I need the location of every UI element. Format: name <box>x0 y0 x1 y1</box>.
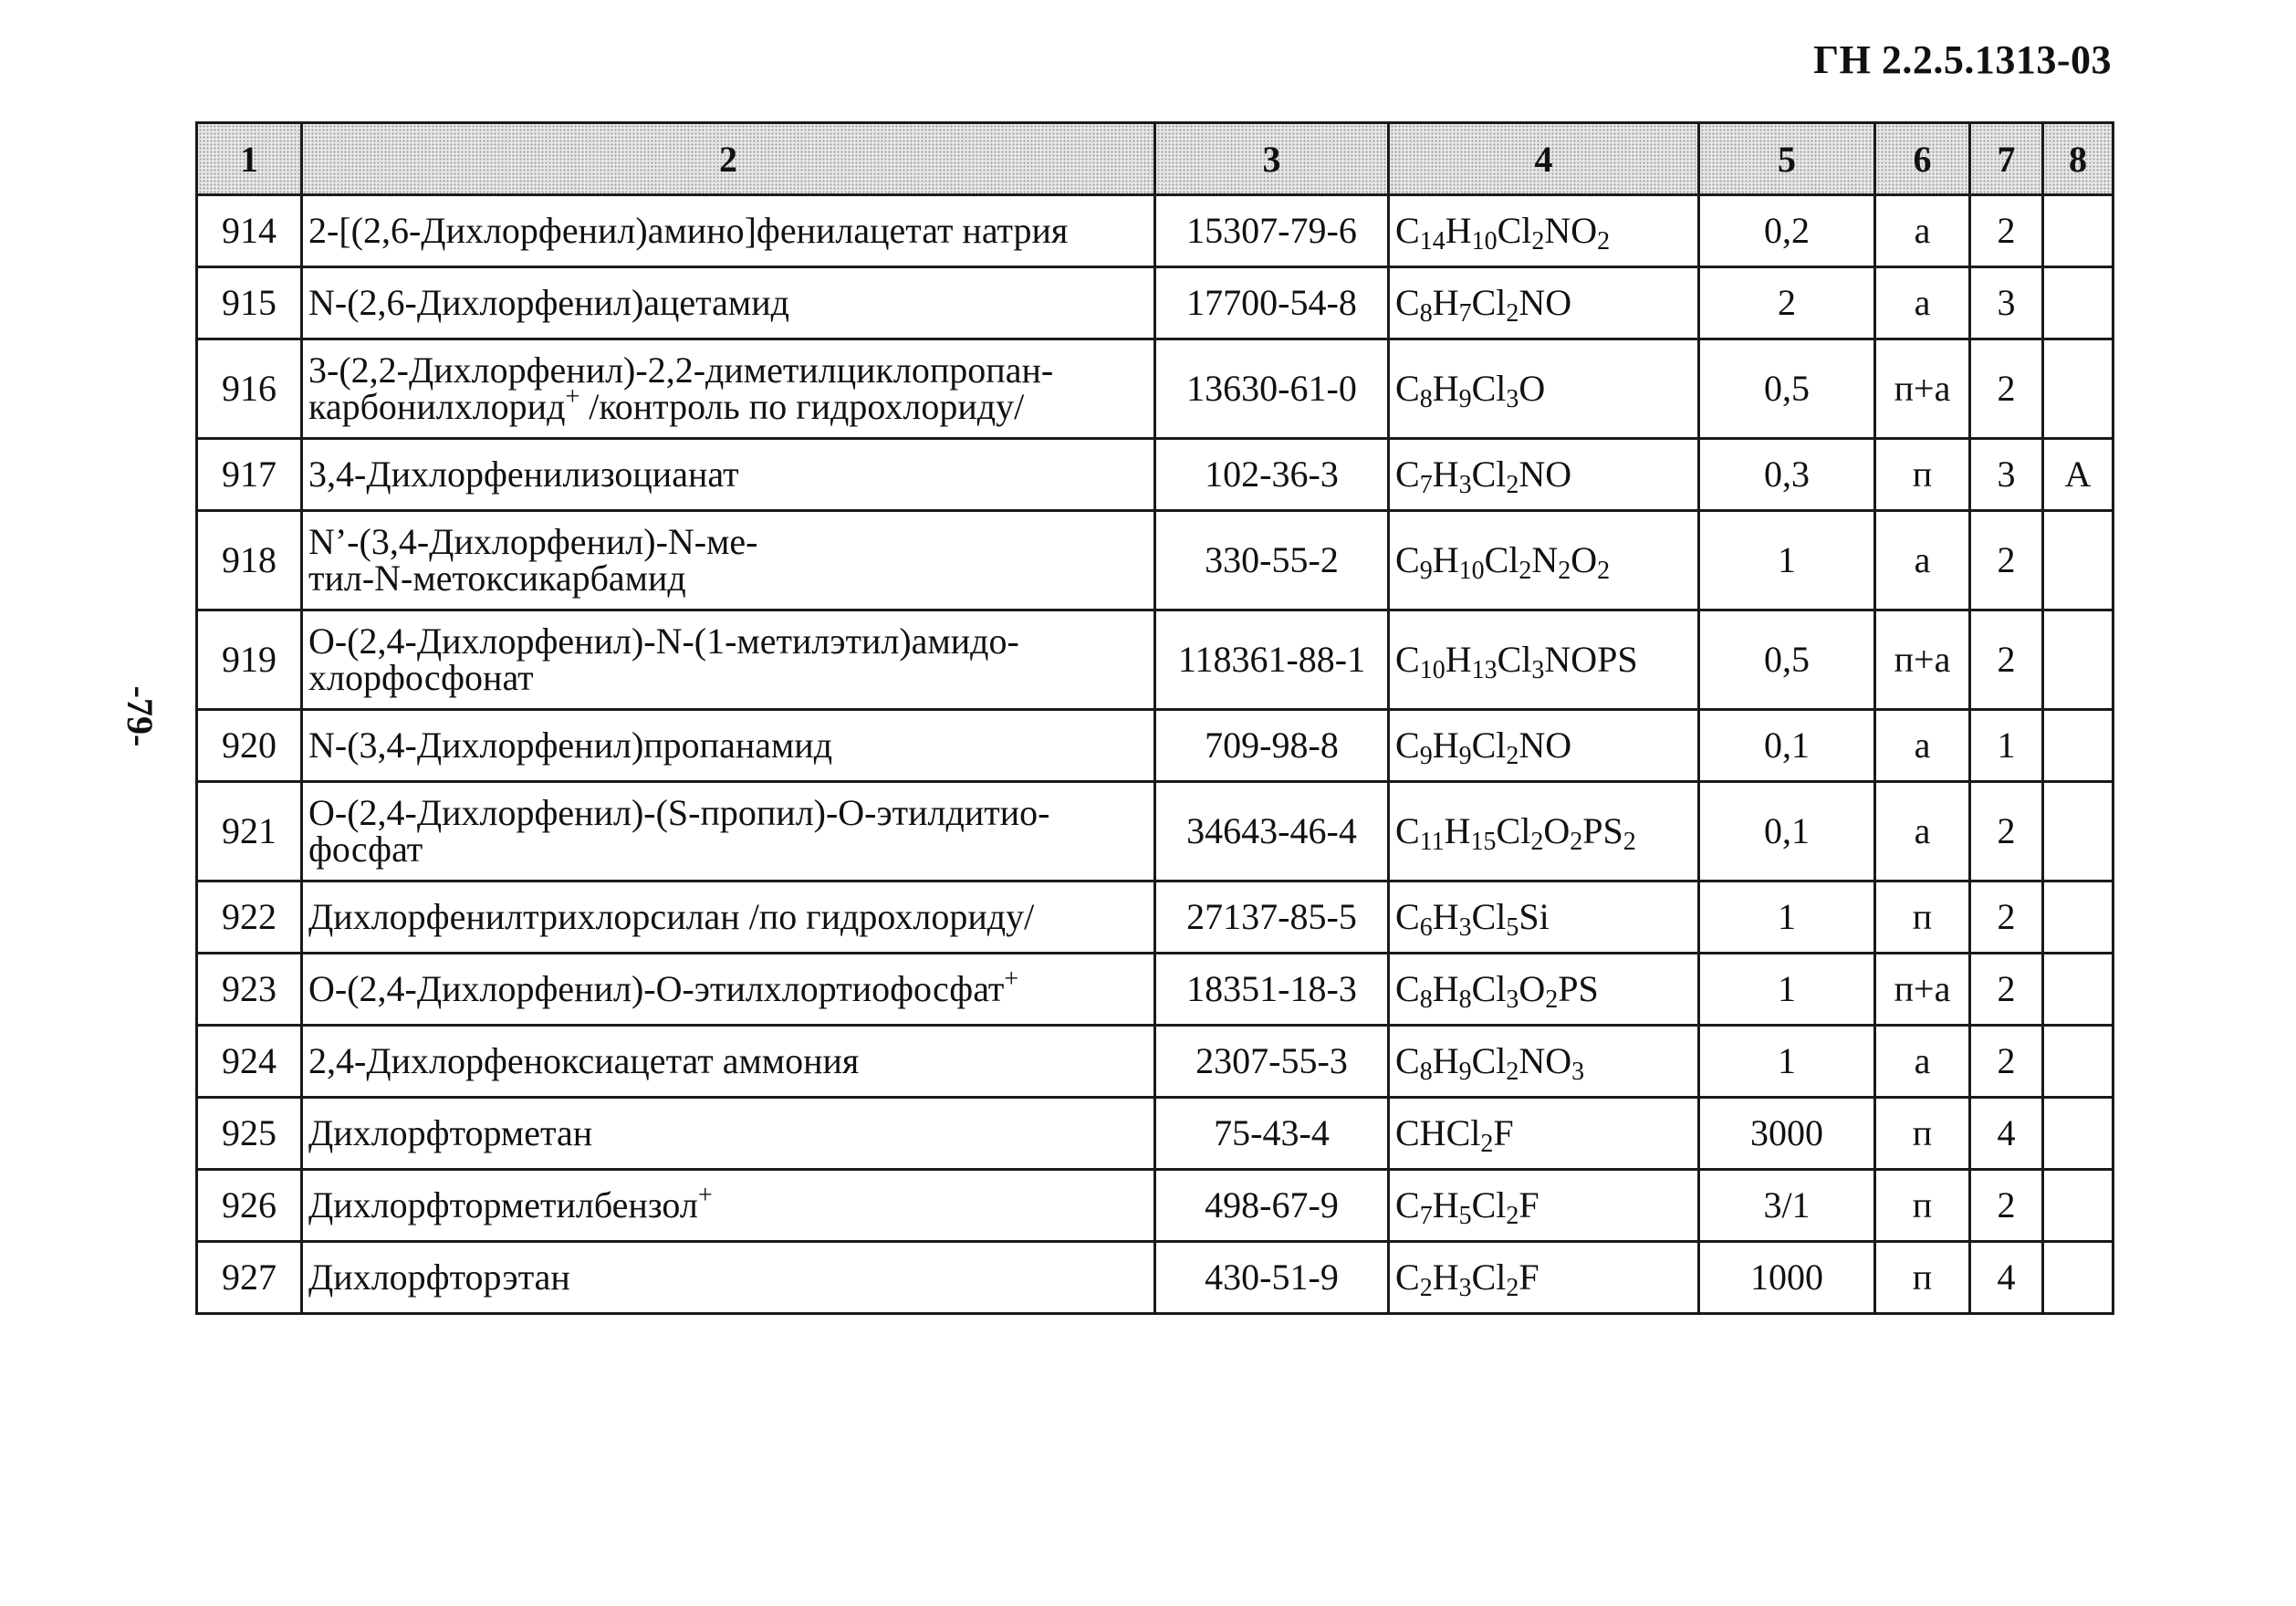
cell-substance-name: N-(3,4-Дихлорфенил)пропанамид <box>302 710 1155 782</box>
cell-formula: $C_{14}H_{10}Cl_2NO_2$ <box>1389 195 1699 267</box>
cell-column-8 <box>2043 954 2113 1026</box>
cell-column-5: 0,1 <box>1699 710 1875 782</box>
cell-column-5: 1 <box>1699 1026 1875 1098</box>
page-number: -79- <box>120 685 161 747</box>
cell-column-8 <box>2043 1098 2113 1170</box>
cell-column-6: п <box>1875 1170 1970 1242</box>
cell-cas-number: 15307-79-6 <box>1155 195 1389 267</box>
cell-column-6: а <box>1875 195 1970 267</box>
cell-cas-number: 34643-46-4 <box>1155 782 1389 881</box>
cell-column-5: 3/1 <box>1699 1170 1875 1242</box>
table-row <box>197 1170 2113 1242</box>
cell-column-8 <box>2043 710 2113 782</box>
table-row <box>197 511 2113 610</box>
table-row <box>197 782 2113 881</box>
cell-substance-name: Дихлорфторэтан <box>302 1242 1155 1314</box>
column-header: 7 <box>1970 123 2043 195</box>
table-row <box>197 339 2113 439</box>
cell-substance-name: 2-[(2,6-Дихлорфенил)амино]фенилацетат натрия <box>302 195 1155 267</box>
cell-column-6: а <box>1875 267 1970 339</box>
cell-formula: $C_{10}H_{13}Cl_3NOPS$ <box>1389 610 1699 710</box>
cell-column-8 <box>2043 267 2113 339</box>
cell-column-5: 1000 <box>1699 1242 1875 1314</box>
substances-table <box>195 121 2114 1315</box>
cell-column-8 <box>2043 511 2113 610</box>
cell-substance-name: O-(2,4-Дихлорфенил)-O-этилхлортиофосфат+ <box>302 954 1155 1026</box>
column-header: 4 <box>1389 123 1699 195</box>
cell-number: 925 <box>197 1098 302 1170</box>
cell-column-6: а <box>1875 1026 1970 1098</box>
cell-cas-number: 17700-54-8 <box>1155 267 1389 339</box>
cell-formula: $C_6H_3Cl_5Si$ <box>1389 881 1699 954</box>
cell-substance-name: 3,4-Дихлорфенилизоцианат <box>302 439 1155 511</box>
cell-formula: $C_{11}H_{15}Cl_2O_2PS_2$ <box>1389 782 1699 881</box>
cell-column-7: 2 <box>1970 782 2043 881</box>
cell-formula: $C_8H_8Cl_3O_2PS$ <box>1389 954 1699 1026</box>
cell-column-7: 2 <box>1970 511 2043 610</box>
table-row <box>197 610 2113 710</box>
cell-column-7: 1 <box>1970 710 2043 782</box>
cell-column-7: 3 <box>1970 267 2043 339</box>
column-header: 2 <box>302 123 1155 195</box>
cell-cas-number: 18351-18-3 <box>1155 954 1389 1026</box>
cell-substance-name: Дихлорфторметан <box>302 1098 1155 1170</box>
table-row <box>197 1026 2113 1098</box>
cell-formula: $C_8H_9Cl_2NO_3$ <box>1389 1026 1699 1098</box>
cell-column-8 <box>2043 339 2113 439</box>
cell-substance-name: 2,4-Дихлорфеноксиацетат аммония <box>302 1026 1155 1098</box>
cell-substance-name: 3-(2,2-Дихлорфенил)-2,2-диметилциклопропан- карбонилхлорид+ /контроль по гидрохлориду/ <box>302 339 1155 439</box>
table-row <box>197 267 2113 339</box>
cell-number: 926 <box>197 1170 302 1242</box>
cell-column-5: 2 <box>1699 267 1875 339</box>
cell-column-7: 2 <box>1970 1170 2043 1242</box>
cell-number: 914 <box>197 195 302 267</box>
cell-column-5: 1 <box>1699 881 1875 954</box>
table-row <box>197 1098 2113 1170</box>
table-header-row <box>197 123 2113 195</box>
cell-number: 919 <box>197 610 302 710</box>
cell-substance-name: Дихлорфенилтрихлорсилан /по гидрохлориду/ <box>302 881 1155 954</box>
cell-number: 924 <box>197 1026 302 1098</box>
cell-column-8 <box>2043 1170 2113 1242</box>
cell-column-8 <box>2043 195 2113 267</box>
cell-column-7: 2 <box>1970 339 2043 439</box>
cell-column-8: А <box>2043 439 2113 511</box>
cell-column-7: 4 <box>1970 1242 2043 1314</box>
cell-formula: $C_7H_3Cl_2NO$ <box>1389 439 1699 511</box>
cell-column-8 <box>2043 1026 2113 1098</box>
cell-column-5: 3000 <box>1699 1098 1875 1170</box>
cell-column-6: а <box>1875 782 1970 881</box>
cell-column-5: 1 <box>1699 954 1875 1026</box>
cell-substance-name: N’-(3,4-Дихлорфенил)-N-ме- тил-N-метоксикарбамид <box>302 511 1155 610</box>
table-row <box>197 881 2113 954</box>
cell-formula: CHCl$_2$F <box>1389 1098 1699 1170</box>
cell-column-7: 2 <box>1970 610 2043 710</box>
cell-substance-name: Дихлорфторметилбензол+ <box>302 1170 1155 1242</box>
cell-formula: $C_9H_{10}Cl_2N_2O_2$ <box>1389 511 1699 610</box>
cell-number: 921 <box>197 782 302 881</box>
cell-number: 915 <box>197 267 302 339</box>
cell-column-6: п <box>1875 1242 1970 1314</box>
cell-number: 916 <box>197 339 302 439</box>
column-header: 3 <box>1155 123 1389 195</box>
cell-formula: $C_7H_5Cl_2F$ <box>1389 1170 1699 1242</box>
cell-number: 927 <box>197 1242 302 1314</box>
cell-formula: $C_8H_9Cl_3O$ <box>1389 339 1699 439</box>
cell-cas-number: 118361-88-1 <box>1155 610 1389 710</box>
cell-column-7: 2 <box>1970 1026 2043 1098</box>
cell-cas-number: 330-55-2 <box>1155 511 1389 610</box>
cell-column-7: 2 <box>1970 195 2043 267</box>
column-header: 1 <box>197 123 302 195</box>
cell-column-7: 4 <box>1970 1098 2043 1170</box>
cell-column-5: 0,5 <box>1699 339 1875 439</box>
cell-column-8 <box>2043 782 2113 881</box>
table-row <box>197 954 2113 1026</box>
cell-column-5: 0,5 <box>1699 610 1875 710</box>
cell-cas-number: 498-67-9 <box>1155 1170 1389 1242</box>
cell-formula: $C_8H_7Cl_2NO$ <box>1389 267 1699 339</box>
cell-cas-number: 75-43-4 <box>1155 1098 1389 1170</box>
cell-column-8 <box>2043 881 2113 954</box>
cell-column-6: п+а <box>1875 610 1970 710</box>
cell-column-8 <box>2043 610 2113 710</box>
cell-cas-number: 430-51-9 <box>1155 1242 1389 1314</box>
cell-substance-name: O-(2,4-Дихлорфенил)-N-(1-метилэтил)амидо- хлорфосфонат <box>302 610 1155 710</box>
cell-cas-number: 709-98-8 <box>1155 710 1389 782</box>
cell-column-7: 3 <box>1970 439 2043 511</box>
cell-column-7: 2 <box>1970 881 2043 954</box>
cell-number: 922 <box>197 881 302 954</box>
cell-column-6: п+а <box>1875 339 1970 439</box>
cell-substance-name: O-(2,4-Дихлорфенил)-(S-пропил)-O-этилдитио- фосфат <box>302 782 1155 881</box>
cell-column-6: а <box>1875 710 1970 782</box>
document-code: ГН 2.2.5.1313-03 <box>1813 37 2112 82</box>
table-body <box>197 195 2113 1314</box>
cell-number: 918 <box>197 511 302 610</box>
table-row <box>197 195 2113 267</box>
table-row <box>197 1242 2113 1314</box>
cell-cas-number: 102-36-3 <box>1155 439 1389 511</box>
cell-number: 920 <box>197 710 302 782</box>
cell-cas-number: 27137-85-5 <box>1155 881 1389 954</box>
cell-column-6: п <box>1875 881 1970 954</box>
cell-column-5: 0,3 <box>1699 439 1875 511</box>
cell-number: 923 <box>197 954 302 1026</box>
cell-column-7: 2 <box>1970 954 2043 1026</box>
cell-column-5: 1 <box>1699 511 1875 610</box>
cell-column-5: 0,2 <box>1699 195 1875 267</box>
column-header: 6 <box>1875 123 1970 195</box>
column-header: 5 <box>1699 123 1875 195</box>
cell-column-6: п <box>1875 1098 1970 1170</box>
cell-formula: $C_2H_3Cl_2F$ <box>1389 1242 1699 1314</box>
cell-formula: $C_9H_9Cl_2NO$ <box>1389 710 1699 782</box>
cell-cas-number: 13630-61-0 <box>1155 339 1389 439</box>
cell-substance-name: N-(2,6-Дихлорфенил)ацетамид <box>302 267 1155 339</box>
cell-column-6: п+а <box>1875 954 1970 1026</box>
cell-cas-number: 2307-55-3 <box>1155 1026 1389 1098</box>
cell-column-6: а <box>1875 511 1970 610</box>
cell-number: 917 <box>197 439 302 511</box>
column-header: 8 <box>2043 123 2113 195</box>
cell-column-5: 0,1 <box>1699 782 1875 881</box>
cell-column-6: п <box>1875 439 1970 511</box>
table-row <box>197 439 2113 511</box>
cell-column-8 <box>2043 1242 2113 1314</box>
table-row <box>197 710 2113 782</box>
